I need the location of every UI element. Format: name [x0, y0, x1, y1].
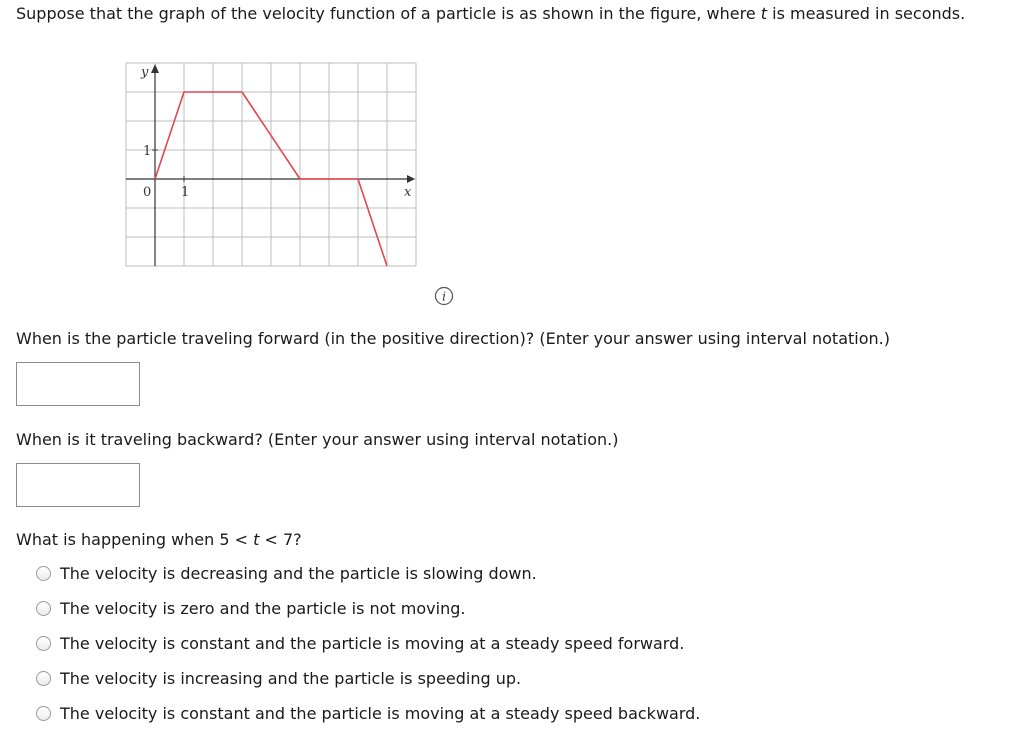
- y-axis-label: y: [141, 65, 149, 80]
- question-forward: When is the particle traveling forward (in the positive direction)? (Enter your answer using interval notation.): [16, 329, 890, 348]
- radio-button[interactable]: [36, 601, 51, 616]
- question-backward: When is it traveling backward? (Enter your answer using interval notation.): [16, 430, 619, 449]
- option-label: The velocity is zero and the particle is not moving.: [60, 598, 466, 618]
- y-axis-arrow-icon: [151, 64, 159, 73]
- radio-button[interactable]: [36, 636, 51, 651]
- x-axis-label: x: [404, 185, 412, 200]
- x-tick-label: 1: [181, 185, 190, 200]
- forward-interval-input[interactable]: [16, 362, 140, 406]
- svg-text:i: i: [442, 289, 446, 304]
- radio-button[interactable]: [36, 671, 51, 686]
- origin-label: 0: [143, 185, 152, 200]
- option-constant-forward[interactable]: [36, 632, 684, 654]
- option-velocity-zero[interactable]: [36, 597, 465, 619]
- velocity-graph: [110, 55, 430, 300]
- question-intro: Suppose that the graph of the velocity function of a particle is as shown in the figure, where t is measured in seconds.: [16, 4, 966, 23]
- backward-interval-input[interactable]: [16, 463, 140, 507]
- option-label: The velocity is increasing and the particle is speeding up.: [60, 668, 522, 688]
- graph-grid: [126, 63, 416, 266]
- info-icon[interactable]: [434, 286, 454, 306]
- graph-labels: [140, 65, 412, 200]
- option-velocity-decreasing[interactable]: [36, 562, 537, 584]
- option-label: The velocity is constant and the particle is moving at a steady speed forward.: [60, 633, 685, 653]
- y-tick-label: 1: [143, 144, 152, 159]
- option-label: The velocity is decreasing and the particle is slowing down.: [60, 563, 537, 583]
- x-axis-arrow-icon: [407, 175, 415, 183]
- option-velocity-increasing[interactable]: [36, 667, 521, 689]
- radio-button[interactable]: [36, 566, 51, 581]
- option-label: The velocity is constant and the particle is moving at a steady speed backward.: [60, 703, 701, 723]
- question-interval-5-7: What is happening when 5 < t < 7?: [16, 530, 302, 549]
- option-constant-backward[interactable]: [36, 702, 700, 724]
- radio-button[interactable]: [36, 706, 51, 721]
